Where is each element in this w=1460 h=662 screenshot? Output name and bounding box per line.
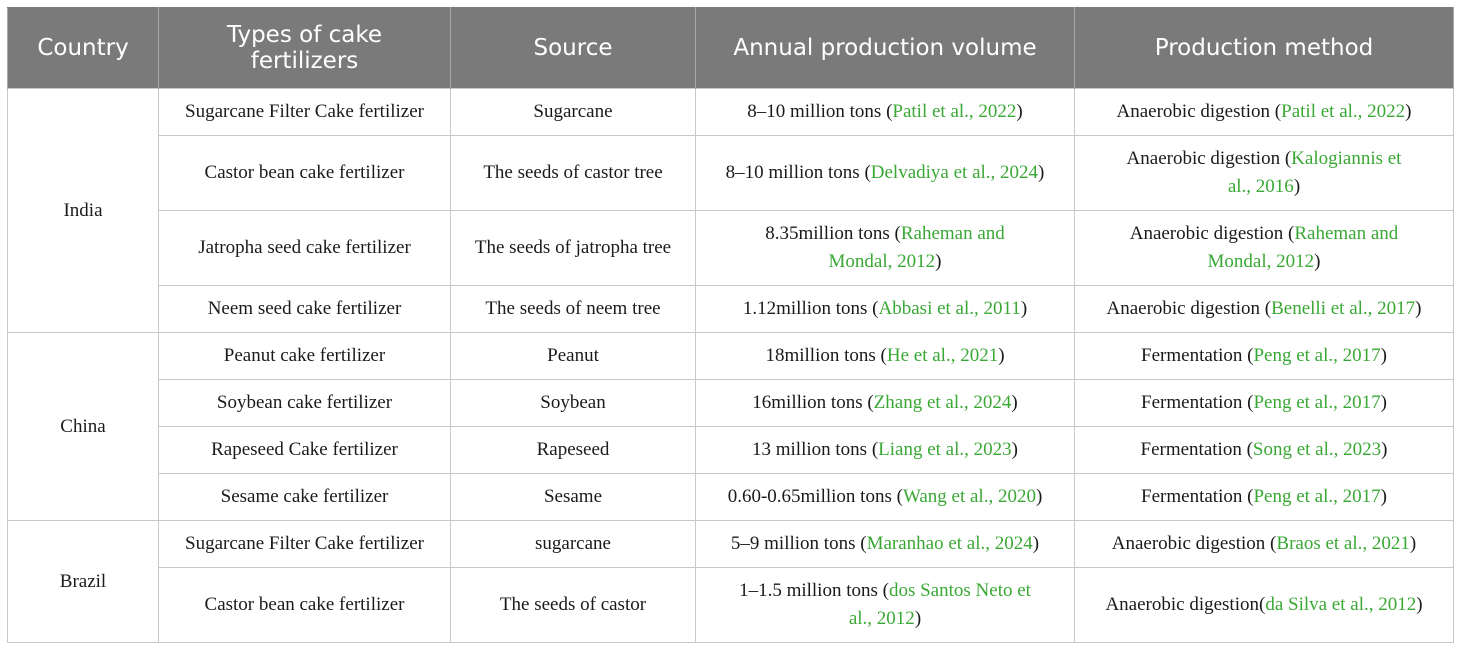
- volume-cell: 8–10 million tons (Delvadiya et al., 2024): [696, 136, 1075, 211]
- source-cell: sugarcane: [451, 521, 696, 568]
- citation-link[interactable]: Abbasi et al., 2011: [878, 298, 1021, 319]
- type-cell: Peanut cake fertilizer: [159, 333, 451, 380]
- volume-cell: 5–9 million tons (Maranhao et al., 2024): [696, 521, 1075, 568]
- country-cell: China: [8, 333, 159, 521]
- source-cell: The seeds of castor tree: [451, 136, 696, 211]
- volume-cell: 18million tons (He et al., 2021): [696, 333, 1075, 380]
- citation-link[interactable]: Patil et al., 2022: [892, 101, 1017, 122]
- type-cell: Rapeseed Cake fertilizer: [159, 427, 451, 474]
- source-cell: The seeds of jatropha tree: [451, 211, 696, 286]
- source-cell: Sesame: [451, 474, 696, 521]
- type-cell: Castor bean cake fertilizer: [159, 568, 451, 643]
- method-cell: Anaerobic digestion (Benelli et al., 2017): [1075, 286, 1454, 333]
- header-types: Types of cake fertilizers: [159, 8, 451, 89]
- volume-cell: 0.60-0.65million tons (Wang et al., 2020): [696, 474, 1075, 521]
- header-method: Production method: [1075, 8, 1454, 89]
- fertilizer-table: [7, 7, 1454, 643]
- citation-link[interactable]: Peng et al., 2017: [1253, 486, 1381, 507]
- source-cell: Peanut: [451, 333, 696, 380]
- table-row: [8, 211, 1454, 286]
- method-cell: Fermentation (Peng et al., 2017): [1075, 474, 1454, 521]
- citation-link[interactable]: Kalogiannis et al., 2016: [1227, 148, 1402, 197]
- volume-cell: 8.35million tons (Raheman and Mondal, 2012): [696, 211, 1075, 286]
- method-cell: Fermentation (Song et al., 2023): [1075, 427, 1454, 474]
- type-cell: Neem seed cake fertilizer: [159, 286, 451, 333]
- source-cell: Soybean: [451, 380, 696, 427]
- method-cell: Anaerobic digestion (Raheman and Mondal, 2012): [1075, 211, 1454, 286]
- header-country: Country: [8, 8, 159, 89]
- citation-link[interactable]: Wang et al., 2020: [902, 486, 1036, 507]
- table-body: [8, 89, 1454, 643]
- table-row: [8, 521, 1454, 568]
- citation-link[interactable]: Maranhao et al., 2024: [866, 533, 1033, 554]
- source-cell: Sugarcane: [451, 89, 696, 136]
- country-cell: India: [8, 89, 159, 333]
- method-cell: Anaerobic digestion (Kalogiannis et al., 2016): [1075, 136, 1454, 211]
- citation-link[interactable]: dos Santos Neto et al., 2012: [848, 580, 1031, 629]
- table-row: [8, 333, 1454, 380]
- header-source: Source: [451, 8, 696, 89]
- citation-link[interactable]: Zhang et al., 2024: [873, 392, 1012, 413]
- citation-link[interactable]: He et al., 2021: [886, 345, 999, 366]
- citation-link[interactable]: Braos et al., 2021: [1276, 533, 1410, 554]
- citation-link[interactable]: Delvadiya et al., 2024: [870, 162, 1039, 183]
- header-volume: Annual production volume: [696, 8, 1075, 89]
- citation-link[interactable]: Peng et al., 2017: [1253, 392, 1381, 413]
- type-cell: Soybean cake fertilizer: [159, 380, 451, 427]
- method-cell: Anaerobic digestion (Patil et al., 2022): [1075, 89, 1454, 136]
- method-cell: Fermentation (Peng et al., 2017): [1075, 380, 1454, 427]
- source-cell: The seeds of castor: [451, 568, 696, 643]
- table-row: [8, 286, 1454, 333]
- table-row: [8, 474, 1454, 521]
- volume-cell: 1–1.5 million tons (dos Santos Neto et al., 2012): [696, 568, 1075, 643]
- citation-link[interactable]: Raheman and Mondal, 2012: [828, 223, 1005, 272]
- source-cell: Rapeseed: [451, 427, 696, 474]
- type-cell: Castor bean cake fertilizer: [159, 136, 451, 211]
- citation-link[interactable]: Liang et al., 2023: [878, 439, 1012, 460]
- table-row: [8, 380, 1454, 427]
- volume-cell: 16million tons (Zhang et al., 2024): [696, 380, 1075, 427]
- citation-link[interactable]: da Silva et al., 2012: [1265, 594, 1417, 615]
- method-cell: Fermentation (Peng et al., 2017): [1075, 333, 1454, 380]
- table-row: [8, 89, 1454, 136]
- source-cell: The seeds of neem tree: [451, 286, 696, 333]
- type-cell: Sesame cake fertilizer: [159, 474, 451, 521]
- citation-link[interactable]: Benelli et al., 2017: [1271, 298, 1416, 319]
- country-cell: Brazil: [8, 521, 159, 643]
- volume-cell: 13 million tons (Liang et al., 2023): [696, 427, 1075, 474]
- type-cell: Sugarcane Filter Cake fertilizer: [159, 89, 451, 136]
- table-row: [8, 136, 1454, 211]
- table-header: [8, 8, 1454, 89]
- volume-cell: 1.12million tons (Abbasi et al., 2011): [696, 286, 1075, 333]
- table-row: [8, 568, 1454, 643]
- table-row: [8, 427, 1454, 474]
- type-cell: Jatropha seed cake fertilizer: [159, 211, 451, 286]
- header-row: [8, 8, 1454, 89]
- type-cell: Sugarcane Filter Cake fertilizer: [159, 521, 451, 568]
- citation-link[interactable]: Song et al., 2023: [1252, 439, 1382, 460]
- citation-link[interactable]: Patil et al., 2022: [1281, 101, 1406, 122]
- citation-link[interactable]: Peng et al., 2017: [1253, 345, 1381, 366]
- citation-link[interactable]: Raheman and Mondal, 2012: [1207, 223, 1399, 272]
- method-cell: Anaerobic digestion(da Silva et al., 2012): [1075, 568, 1454, 643]
- method-cell: Anaerobic digestion (Braos et al., 2021): [1075, 521, 1454, 568]
- volume-cell: 8–10 million tons (Patil et al., 2022): [696, 89, 1075, 136]
